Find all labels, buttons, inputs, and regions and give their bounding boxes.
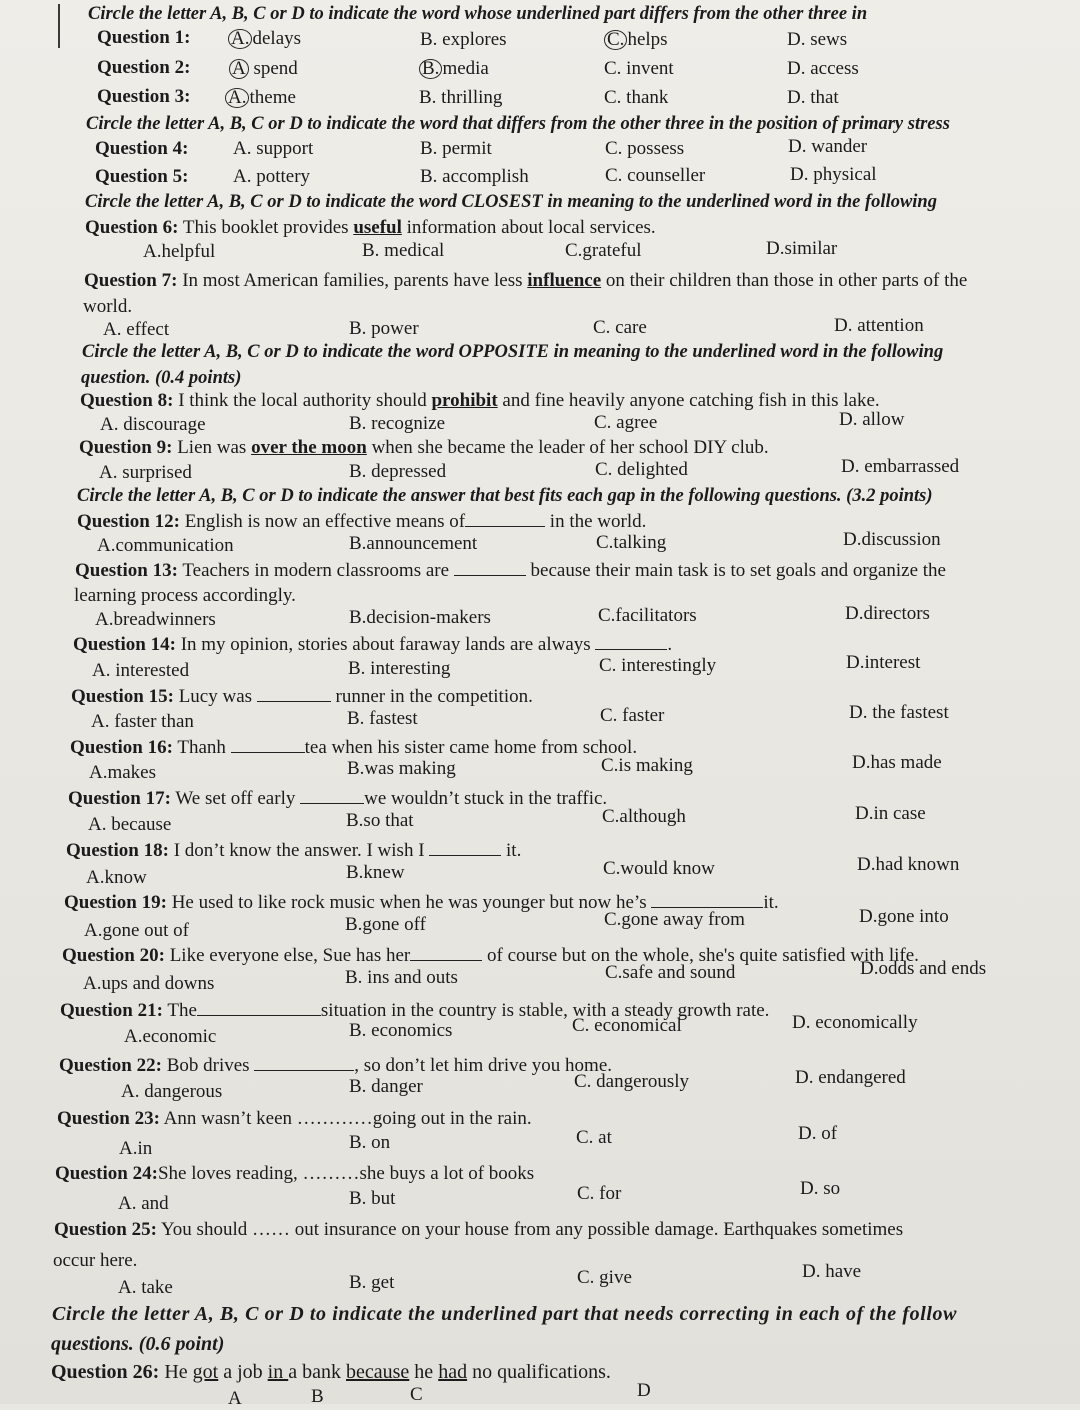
question-16-option-b[interactable]: B.was making [347,758,456,779]
question-2-option-d[interactable]: D. access [787,58,859,79]
question-13-option-c[interactable]: C.facilitators [598,605,697,626]
question-1-option-c[interactable]: C. helps [604,29,668,51]
question-24-option-b[interactable]: B. but [349,1188,396,1209]
question-15-option-b[interactable]: B. fastest [347,708,418,729]
question-7-option-d[interactable]: D. attention [834,315,924,336]
question-2-label: Question 2: [97,57,191,78]
question-18-stem: Question 18: I don’t know the answer. I wish I it. [66,840,522,861]
question-6-stem: Question 6: This booklet provides useful information about local services. [85,217,656,238]
question-14-option-a[interactable]: A. interested [92,660,190,681]
question-9-option-b[interactable]: B. depressed [349,461,447,482]
question-14-stem: Question 14: In my opinion, stories about faraway lands are always . [73,634,673,655]
question-15-stem: Question 15: Lucy was runner in the competition. [71,686,533,707]
question-13-stem-cont: learning process accordingly. [74,585,296,606]
question-12-stem: Question 12: English is now an effective means of in the world. [77,511,647,532]
q8-underlined-word: prohibit [431,390,498,411]
question-8-option-c[interactable]: C. agree [594,412,658,433]
question-4-option-a[interactable]: A. support [233,138,314,159]
question-19-option-a[interactable]: A.gone out of [84,920,190,941]
q1-a-word: delays [252,28,302,49]
question-6-option-d[interactable]: D.similar [766,238,838,259]
question-8-option-d[interactable]: D. allow [839,409,905,430]
question-19-option-d[interactable]: D.gone into [859,906,949,927]
question-24-option-c[interactable]: C. for [577,1183,622,1204]
question-17-option-b[interactable]: B.so that [346,810,414,831]
question-4-label: Question 4: [95,138,189,159]
question-19-option-b[interactable]: B.gone off [345,914,426,935]
margin-line [58,4,60,48]
question-25-stem-cont: occur here. [53,1250,138,1271]
instruction-closest: Circle the letter A, B, C or D to indicate the word CLOSEST in meaning to the underlined word in the following [85,192,937,212]
instruction-error: Circle the letter A, B, C or D to indicate the underlined part that needs correcting in each of the follow [52,1303,958,1325]
question-22-option-a[interactable]: A. dangerous [121,1081,223,1102]
instruction-pronunciation: Circle the letter A, B, C or D to indicate the word whose underlined part differs from the other three in [88,4,868,24]
q7-underlined-word: influence [527,270,602,291]
question-5-option-b[interactable]: B. accomplish [420,166,529,187]
question-4-option-b[interactable]: B. permit [420,138,492,159]
question-17-option-a[interactable]: A. because [88,814,172,835]
question-21-option-a[interactable]: A.economic [124,1026,217,1047]
question-14-option-d[interactable]: D.interest [846,652,921,673]
question-24-option-d[interactable]: D. so [800,1178,841,1199]
q26-part-c: because [346,1361,410,1383]
question-5-option-d[interactable]: D. physical [790,164,877,185]
question-8-option-a[interactable]: A. discourage [100,414,206,435]
question-2-option-c[interactable]: C. invent [604,58,674,79]
question-24-option-a[interactable]: A. and [118,1193,169,1214]
question-22-option-b[interactable]: B. danger [349,1076,423,1097]
question-3-option-c[interactable]: C. thank [604,87,669,108]
q2-a-word: spend [253,58,298,79]
question-7-stem-cont: world. [83,296,133,317]
question-15-option-a[interactable]: A. faster than [91,711,194,732]
question-20-option-b[interactable]: B. ins and outs [345,967,458,988]
instruction-opposite-cont: question. (0.4 points) [81,368,242,388]
question-12-option-b[interactable]: B.announcement [349,533,478,554]
q26-part-a: got [192,1361,219,1383]
q3-a-word: theme [249,87,296,108]
question-7-option-c[interactable]: C. care [593,317,647,338]
question-9-stem: Question 9: Lien was over the moon when she became the leader of her school DIY club. [79,437,769,458]
question-6-option-c[interactable]: C.grateful [565,240,642,261]
question-23-option-a[interactable]: A.in [119,1138,153,1159]
question-13-option-d[interactable]: D.directors [845,603,930,624]
q6-underlined-word: useful [353,217,402,238]
question-15-option-c[interactable]: C. faster [600,705,665,726]
question-26-option-d[interactable]: D [637,1380,651,1401]
question-3-option-a[interactable]: A. theme [225,87,296,109]
question-16-option-c[interactable]: C.is making [601,755,693,776]
question-17-stem: Question 17: We set off early we wouldn’t stuck in the traffic. [68,788,608,809]
question-16-option-d[interactable]: D.has made [852,752,942,773]
question-22-stem: Question 22: Bob drives , so don’t let him drive you home. [59,1055,613,1076]
question-3-option-d[interactable]: D. that [787,87,839,108]
question-6-option-a[interactable]: A.helpful [143,241,216,262]
q26-part-b: in [267,1361,289,1383]
question-5-option-c[interactable]: C. counseller [605,165,706,186]
question-25-option-d[interactable]: D. have [802,1261,862,1282]
question-23-option-d[interactable]: D. of [798,1123,838,1144]
question-23-option-c[interactable]: C. at [576,1127,612,1148]
instruction-error-cont: questions. (0.6 point) [51,1333,225,1355]
question-19-option-c[interactable]: C.gone away from [604,909,745,930]
question-16-stem: Question 16: Thanh tea when his sister came home from school. [70,737,638,758]
question-26-stem: Question 26: He got a job in a bank because he had no qualifications. [51,1361,611,1383]
q26-part-d: had [438,1361,468,1383]
question-8-option-b[interactable]: B. recognize [349,413,446,434]
q1-c-word: helps [627,29,668,50]
question-20-option-c[interactable]: C.safe and sound [605,962,736,983]
question-9-option-a[interactable]: A. surprised [99,462,192,483]
question-18-option-c[interactable]: C.would know [603,858,715,879]
question-23-option-b[interactable]: B. on [349,1132,391,1153]
question-24-stem: Question 24:She loves reading, ………she buys a lot of books [55,1163,535,1184]
question-13-option-a[interactable]: A.breadwinners [95,609,216,630]
question-21-option-d[interactable]: D. economically [792,1012,918,1033]
q2-b-word: media [442,58,489,79]
question-25-option-b[interactable]: B. get [349,1272,395,1293]
question-1-label: Question 1: [97,27,191,48]
question-20-option-a[interactable]: A.ups and downs [83,973,215,994]
question-7-option-b[interactable]: B. power [349,318,419,339]
question-17-option-d[interactable]: D.in case [855,803,926,824]
question-12-option-d[interactable]: D.discussion [843,529,941,550]
question-15-option-d[interactable]: D. the fastest [849,702,949,723]
question-9-option-d[interactable]: D. embarrassed [841,456,960,477]
question-17-option-c[interactable]: C.although [602,806,686,827]
question-12-option-a[interactable]: A.communication [97,535,234,556]
instruction-stress: Circle the letter A, B, C or D to indicate the word that differs from the other three in the position of primary stress [86,114,950,134]
question-3-option-b[interactable]: B. thrilling [419,87,503,108]
question-18-option-a[interactable]: A.know [86,867,147,888]
question-22-option-d[interactable]: D. endangered [795,1067,906,1088]
question-19-stem: Question 19: He used to like rock music when he was younger but now he’s it. [64,892,779,913]
question-13-stem: Question 13: Teachers in modern classrooms are because their main task is to set goals and organize the [75,560,946,581]
instruction-opposite: Circle the letter A, B, C or D to indicate the word OPPOSITE in meaning to the underlined word in the following [82,342,944,362]
question-25-option-a[interactable]: A. take [118,1277,173,1298]
question-7-stem: Question 7: In most American families, parents have less influence on their children than those in other parts of the [84,270,968,291]
instruction-gap: Circle the letter A, B, C or D to indicate the answer that best fits each gap in the following questions. (3.2 points) [77,486,933,506]
question-18-option-b[interactable]: B.knew [346,862,405,883]
question-6-option-b[interactable]: B. medical [362,240,445,261]
question-1-option-d[interactable]: D. sews [787,29,848,50]
question-21-stem: Question 21: The situation in the country is stable, with a steady growth rate. [60,1000,770,1021]
question-4-option-d[interactable]: D. wander [788,136,868,157]
question-14-option-b[interactable]: B. interesting [348,658,451,679]
question-20-option-d[interactable]: D.odds and ends [860,958,987,979]
question-8-stem: Question 8: I think the local authority should prohibit and fine heavily anyone catching fish in this lake. [80,390,880,411]
question-26-option-b[interactable]: B [311,1386,324,1407]
question-25-option-c[interactable]: C. give [577,1267,632,1288]
question-25-stem: Question 25: You should …… out insurance on your house from any possible damage. Earthquakes sometimes [54,1219,904,1240]
question-21-option-c[interactable]: C. economical [572,1015,682,1036]
question-26-option-c[interactable]: C [410,1384,423,1405]
question-3-label: Question 3: [97,86,191,107]
question-14-option-c[interactable]: C. interestingly [599,655,717,676]
question-7-option-a[interactable]: A. effect [103,319,170,340]
question-26-option-a[interactable]: A [228,1388,242,1409]
question-9-option-c[interactable]: C. delighted [595,459,688,480]
question-18-option-d[interactable]: D.had known [857,854,960,875]
question-5-option-a[interactable]: A. pottery [233,166,311,187]
question-2-option-b[interactable]: B. media [419,58,489,80]
question-2-option-a[interactable]: A spend [229,58,298,80]
question-1-option-a[interactable]: A. delays [228,28,301,50]
question-16-option-a[interactable]: A.makes [89,762,157,783]
question-4-option-c[interactable]: C. possess [605,138,685,159]
question-21-option-b[interactable]: B. economics [349,1020,453,1041]
question-13-option-b[interactable]: B.decision-makers [349,607,491,628]
question-12-option-c[interactable]: C.talking [596,532,667,553]
question-5-label: Question 5: [95,166,189,187]
question-20-stem: Question 20: Like everyone else, Sue has her of course but on the whole, she's quite satisfied with life. [62,945,919,966]
question-22-option-c[interactable]: C. dangerously [574,1071,690,1092]
q9-underlined-phrase: over the moon [251,437,367,458]
question-1-option-b[interactable]: B. explores [420,29,507,50]
question-23-stem: Question 23: Ann wasn’t keen …………going out in the rain. [57,1108,532,1129]
